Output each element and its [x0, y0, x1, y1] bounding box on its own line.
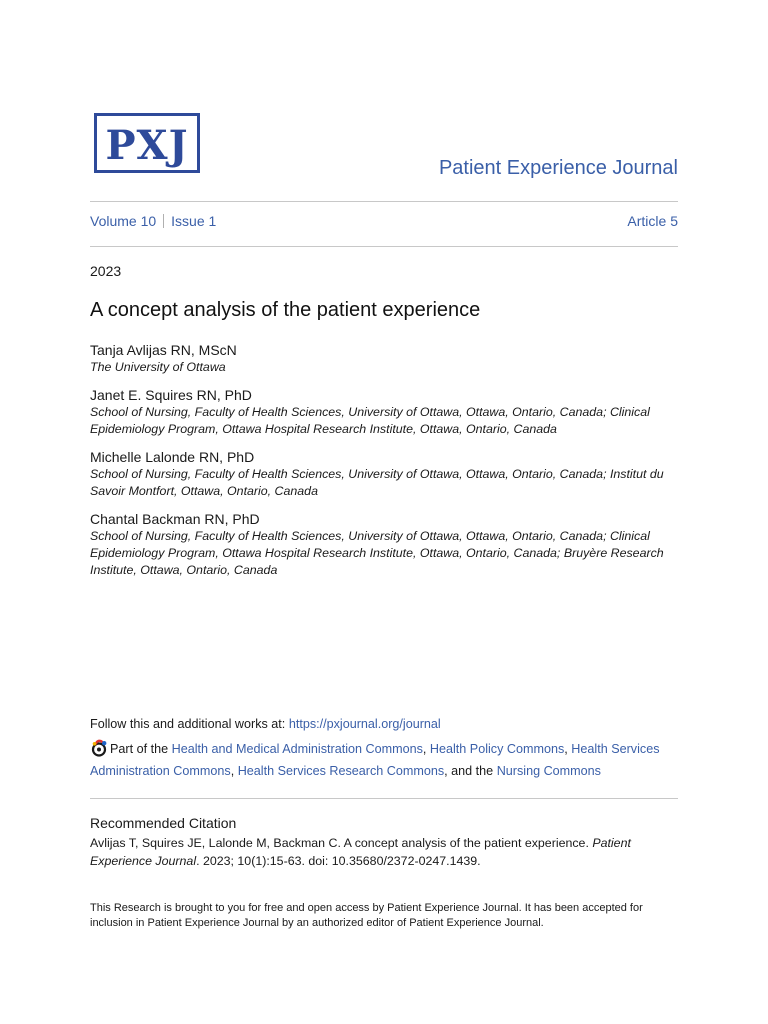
open-access-icon: [90, 739, 108, 757]
author-affiliation: School of Nursing, Faculty of Health Sciences, University of Ottawa, Ottawa, Ontario, Canada; Clinical Epidemiology Program, Ottawa Hospital Research Institute, Ottawa, Ontario, Canada: [90, 405, 650, 436]
journal-name-link[interactable]: Patient Experience Journal: [438, 157, 678, 179]
author-affiliation: School of Nursing, Faculty of Health Sciences, University of Ottawa, Ottawa, Ontario, Canada; Institut du Savoir Montfort, Ottawa, Ontario, Canada: [90, 467, 664, 498]
author-name: Janet E. Squires RN, PhD: [90, 387, 252, 403]
citation-journal-name: Patient Experience Journal: [90, 836, 631, 868]
volume-link[interactable]: Volume 10: [90, 213, 157, 229]
recommended-citation-heading: Recommended Citation: [90, 815, 237, 831]
health-policy-commons-link[interactable]: Health Policy Commons: [429, 742, 565, 756]
issue-link[interactable]: Issue 1: [171, 213, 217, 229]
citation-divider: [90, 798, 678, 799]
pxj-logo: [94, 113, 202, 177]
publication-year: 2023: [90, 263, 122, 279]
health-services-admin-commons-link[interactable]: Health Services Administration Commons: [90, 742, 660, 778]
commons-separator: ,: [564, 742, 572, 756]
issue-separator: [163, 214, 164, 228]
access-statement: This Research is brought to you for free and open access by Patient Experience Journal. It has been accepted for inclusion in Patient Experience Journal by an authorized editor of Patient Experience Journal.: [90, 902, 643, 929]
article-link[interactable]: Article 5: [627, 213, 678, 229]
document-page: [90, 0, 678, 1024]
author-entry: [90, 387, 678, 438]
health-services-research-commons-link[interactable]: Health Services Research Commons: [237, 764, 445, 778]
journal-url-link[interactable]: https://pxjournal.org/journal: [288, 717, 441, 731]
issue-bar: [90, 213, 678, 229]
health-medical-admin-commons-link[interactable]: Health and Medical Administration Commons: [171, 742, 423, 756]
article-title: A concept analysis of the patient experience: [90, 299, 481, 321]
author-list: [90, 342, 678, 590]
author-name: Tanja Avlijas RN, MScN: [90, 342, 237, 358]
author-name: Michelle Lalonde RN, PhD: [90, 449, 255, 465]
author-entry: [90, 449, 678, 500]
author-entry: [90, 342, 678, 376]
citation-text-end: . 2023; 10(1):15-63. doi: 10.35680/2372-0247.1439.: [196, 853, 481, 868]
issue-divider: [90, 246, 678, 247]
author-name: Chantal Backman RN, PhD: [90, 511, 260, 527]
recommended-citation-text: [90, 835, 678, 870]
disciplines-line: [90, 738, 678, 782]
follow-line: [90, 717, 441, 731]
commons-separator: ,: [230, 764, 238, 778]
part-of-prefix: Part of the: [110, 742, 169, 756]
svg-text:PXJ: PXJ: [105, 122, 189, 169]
commons-separator: ,: [422, 742, 430, 756]
citation-text-start: Avlijas T, Squires JE, Lalonde M, Backman C. A concept analysis of the patient experience.: [90, 836, 593, 850]
follow-text: Follow this and additional works at:: [90, 717, 289, 731]
commons-and-the: , and the: [444, 764, 497, 778]
nursing-commons-link[interactable]: Nursing Commons: [496, 764, 601, 778]
author-entry: [90, 511, 678, 579]
author-affiliation: The University of Ottawa: [90, 360, 226, 374]
header-divider: [90, 201, 678, 202]
author-affiliation: School of Nursing, Faculty of Health Sciences, University of Ottawa, Ottawa, Ontario, Canada; Clinical Epidemiology Program, Ottawa Hospital Research Institute, Ottawa, Ontario, Canada; Bruyère Research Institute, Ottawa, Ontario, Canada: [90, 529, 664, 577]
